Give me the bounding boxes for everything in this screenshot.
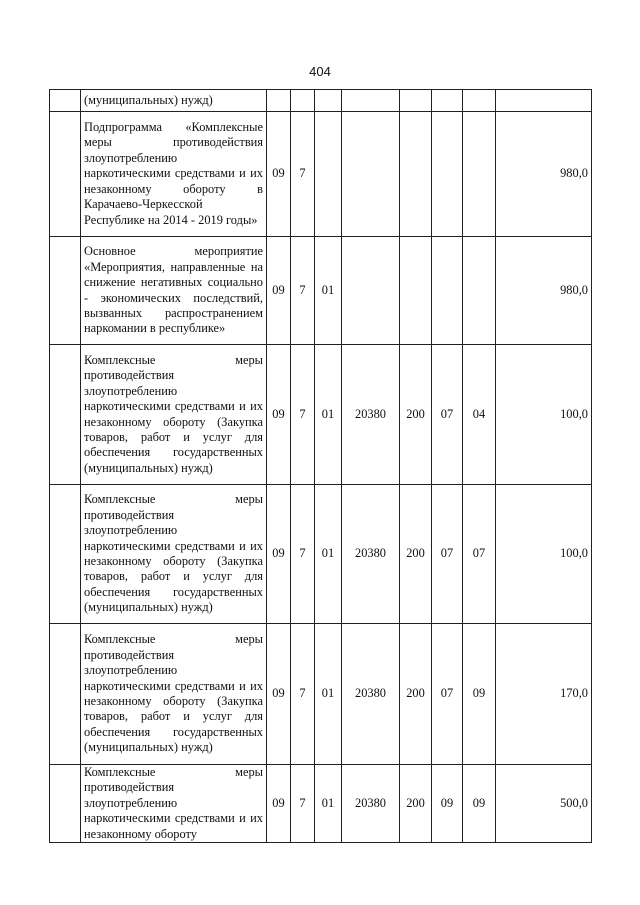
index-cell: [50, 485, 81, 624]
subprogram-code-cell: 7: [291, 485, 315, 624]
program-code-cell: 09: [267, 485, 291, 624]
index-cell: [50, 90, 81, 112]
subsection-code-cell: [463, 237, 496, 345]
section-code-cell: [432, 237, 463, 345]
activity-code-cell: [315, 90, 342, 112]
item-name-cell: Комплексные меры противодействия злоупотреблению наркотическими средствами и их незаконному обороту (Закупка товаров, работ и услуг для обеспечения государственных (муниципальных) нужд): [81, 624, 267, 765]
item-name-cell: Подпрограмма «Комплексные меры противодействия злоупотреблению наркотическими средствами и их незаконному обороту в Карачаево-Черкесской Республике на 2014 - 2019 годы»: [81, 112, 267, 237]
program-code-cell: 09: [267, 624, 291, 765]
program-code-cell: 09: [267, 345, 291, 485]
subprogram-code-cell: [291, 90, 315, 112]
subprogram-code-cell: 7: [291, 345, 315, 485]
item-name-cell: Комплексные меры противодействия злоупотреблению наркотическими средствами и их незаконному обороту (Закупка товаров, работ и услуг для обеспечения государственных (муниципальных) нужд): [81, 345, 267, 485]
subprogram-code-cell: 7: [291, 237, 315, 345]
table-row: [50, 624, 592, 765]
index-cell: [50, 624, 81, 765]
index-cell: [50, 237, 81, 345]
program-code-cell: 09: [267, 112, 291, 237]
subprogram-code-cell: 7: [291, 624, 315, 765]
expense-type-cell: [400, 90, 432, 112]
expense-type-cell: 200: [400, 624, 432, 765]
amount-cell: 980,0: [496, 237, 592, 345]
table-row: [50, 237, 592, 345]
activity-code-cell: 01: [315, 624, 342, 765]
direction-code-cell: [342, 90, 400, 112]
table-row: [50, 345, 592, 485]
item-name-cell: Комплексные меры противодействия злоупотреблению наркотическими средствами и их незаконному обороту: [81, 765, 267, 843]
item-name-cell: Комплексные меры противодействия злоупотреблению наркотическими средствами и их незаконному обороту (Закупка товаров, работ и услуг для обеспечения государственных (муниципальных) нужд): [81, 485, 267, 624]
amount-cell: [496, 90, 592, 112]
section-code-cell: 07: [432, 345, 463, 485]
subprogram-code-cell: 7: [291, 112, 315, 237]
index-cell: [50, 345, 81, 485]
subsection-code-cell: 09: [463, 765, 496, 843]
budget-table: [49, 89, 592, 843]
section-code-cell: 07: [432, 624, 463, 765]
program-code-cell: 09: [267, 765, 291, 843]
expense-type-cell: 200: [400, 765, 432, 843]
expense-type-cell: [400, 112, 432, 237]
index-cell: [50, 765, 81, 843]
subsection-code-cell: [463, 90, 496, 112]
amount-cell: 170,0: [496, 624, 592, 765]
table-row: [50, 112, 592, 237]
direction-code-cell: 20380: [342, 485, 400, 624]
subsection-code-cell: 07: [463, 485, 496, 624]
activity-code-cell: 01: [315, 485, 342, 624]
amount-cell: 980,0: [496, 112, 592, 237]
program-code-cell: 09: [267, 237, 291, 345]
subsection-code-cell: 09: [463, 624, 496, 765]
activity-code-cell: 01: [315, 765, 342, 843]
section-code-cell: 07: [432, 485, 463, 624]
subprogram-code-cell: 7: [291, 765, 315, 843]
table-row: [50, 90, 592, 112]
section-code-cell: [432, 112, 463, 237]
table-row: [50, 485, 592, 624]
direction-code-cell: 20380: [342, 345, 400, 485]
direction-code-cell: 20380: [342, 624, 400, 765]
page-number: 404: [309, 64, 331, 79]
subsection-code-cell: [463, 112, 496, 237]
amount-cell: 100,0: [496, 485, 592, 624]
activity-code-cell: [315, 112, 342, 237]
activity-code-cell: 01: [315, 345, 342, 485]
program-code-cell: [267, 90, 291, 112]
expense-type-cell: 200: [400, 345, 432, 485]
section-code-cell: [432, 90, 463, 112]
activity-code-cell: 01: [315, 237, 342, 345]
amount-cell: 500,0: [496, 765, 592, 843]
item-name-cell: (муниципальных) нужд): [81, 90, 267, 112]
table-row: [50, 765, 592, 843]
index-cell: [50, 112, 81, 237]
expense-type-cell: 200: [400, 485, 432, 624]
direction-code-cell: [342, 237, 400, 345]
direction-code-cell: 20380: [342, 765, 400, 843]
subsection-code-cell: 04: [463, 345, 496, 485]
expense-type-cell: [400, 237, 432, 345]
section-code-cell: 09: [432, 765, 463, 843]
item-name-cell: Основное мероприятие «Мероприятия, направленные на снижение негативных социально - экономических последствий, вызванных распространением наркомании в республике»: [81, 237, 267, 345]
direction-code-cell: [342, 112, 400, 237]
amount-cell: 100,0: [496, 345, 592, 485]
